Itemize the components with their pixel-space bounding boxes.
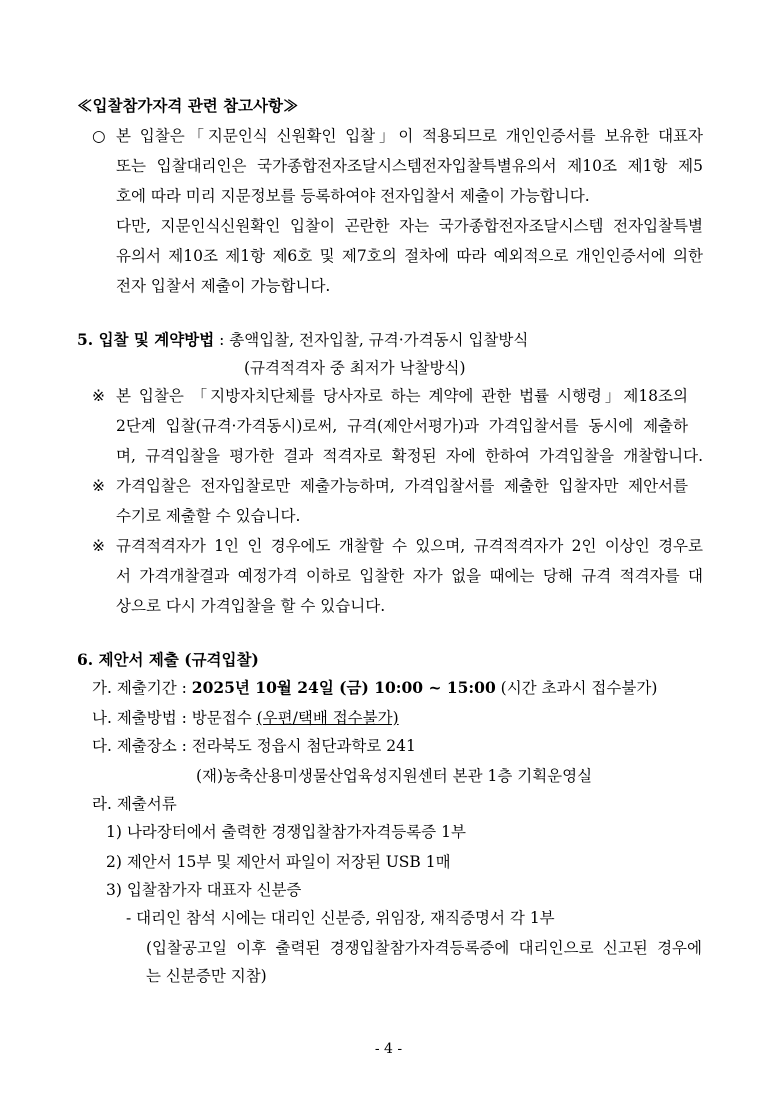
submission-method <box>92 708 399 728</box>
circle-bullet-icon: ○ <box>92 127 106 145</box>
note-mark-icon: ※ <box>92 477 105 495</box>
note-line: 수기로 제출할 수 있습니다. <box>116 507 301 525</box>
note-line: 며, 규격입찰을 평가한 결과 적격자로 확정된 자에 한하여 가격입찰을 개찰합니다. <box>116 447 703 465</box>
submission-place-address: 전라북도 정읍시 첨단과학로 241 <box>191 737 416 755</box>
submission-period-date: 2025년 10월 24일 (금) 10:00 ~ 15:00 <box>191 678 496 697</box>
section5-sub: (규격적격자 중 최저가 낙찰방식) <box>244 359 466 377</box>
document-sub-note: (입찰공고일 이후 출력된 경쟁입찰참가자격등록증에 대리인으로 신고된 경우에 <box>146 939 702 957</box>
section5-heading <box>77 330 528 350</box>
submission-period-label: 가. 제출기간 : <box>92 679 192 697</box>
section5-title: 5. 입찰 및 계약방법 <box>77 330 215 349</box>
note-mark-icon: ※ <box>92 537 105 555</box>
document-sub-note: 는 신분증만 지참) <box>146 967 267 985</box>
ref-notes-line: 호에 따라 미리 지문정보를 등록하여야 전자입찰서 제출이 가능합니다. <box>116 187 590 205</box>
ref-notes-line: 또는 입찰대리인은 국가종합전자조달시스템전자입찰특별유의서 제10조 제1항 제5 <box>116 157 703 175</box>
submission-place-label: 다. 제출장소 : <box>92 737 192 755</box>
section6-title: 6. 제안서 제출 (규격입찰) <box>77 650 259 669</box>
note-line: 서 가격개찰결과 예정가격 이하로 입찰한 자가 없을 때에는 당해 규격 적격자를 대 <box>116 567 703 585</box>
ref-notes-line: 다만, 지문인식신원확인 입찰이 곤란한 자는 국가종합전자조달시스템 전자입찰특별 <box>116 217 703 235</box>
page-number: - 4 - <box>374 1041 403 1057</box>
submission-method-value: 방문접수 <box>191 709 257 727</box>
submission-period <box>92 678 657 698</box>
submission-period-note: (시간 초과시 접수불가) <box>495 679 658 697</box>
note-line: 규격적격자가 1인 인 경우에도 개찰할 수 있으며, 규격적격자가 2인 이상인 경우로 <box>116 537 703 555</box>
document-item: 3) 입찰참가자 대표자 신분증 <box>106 881 302 899</box>
note-line: 본 입찰은 「지방자치단체를 당사자로 하는 계약에 관한 법률 시행령」제18조의 <box>116 387 688 405</box>
documents-label: 라. 제출서류 <box>92 795 177 813</box>
note-line: 가격입찰은 전자입찰로만 제출가능하며, 가격입찰서를 제출한 입찰자만 제안서를 <box>116 477 688 495</box>
document-sub-item: - 대리인 참석 시에는 대리인 신분증, 위임장, 재직증명서 각 1부 <box>126 909 555 927</box>
submission-place <box>92 736 416 756</box>
ref-notes-line: 유의서 제10조 제1항 제6호 및 제7호의 절차에 따라 예외적으로 개인인증서에 의한 <box>116 247 703 265</box>
submission-method-restriction: (우편/택배 접수불가) <box>256 709 399 727</box>
submission-place-room: (재)농축산용미생물산업육성지원센터 본관 1층 기획운영실 <box>196 767 593 785</box>
note-line: 상으로 다시 가격입찰을 할 수 있습니다. <box>116 597 386 615</box>
document-item: 2) 제안서 15부 및 제안서 파일이 저장된 USB 1매 <box>106 853 451 871</box>
document-item: 1) 나라장터에서 출력한 경쟁입찰참가자격등록증 1부 <box>106 823 466 841</box>
note-line: 2단계 입찰(규격·가격동시)로써, 규격(제안서평가)과 가격입찰서를 동시에 제출하 <box>116 417 688 435</box>
submission-method-label: 나. 제출방법 : <box>92 709 192 727</box>
ref-notes-heading: ≪입찰참가자격 관련 참고사항≫ <box>77 96 299 115</box>
section5-value: : 총액입찰, 전자입찰, 규격·가격동시 입찰방식 <box>214 331 529 349</box>
note-mark-icon: ※ <box>92 387 105 405</box>
ref-notes-line: 전자 입찰서 제출이 가능합니다. <box>116 277 331 295</box>
ref-notes-line: 본 입찰은「지문인식 신원확인 입찰」이 적용되므로 개인인증서를 보유한 대표자 <box>116 127 703 145</box>
